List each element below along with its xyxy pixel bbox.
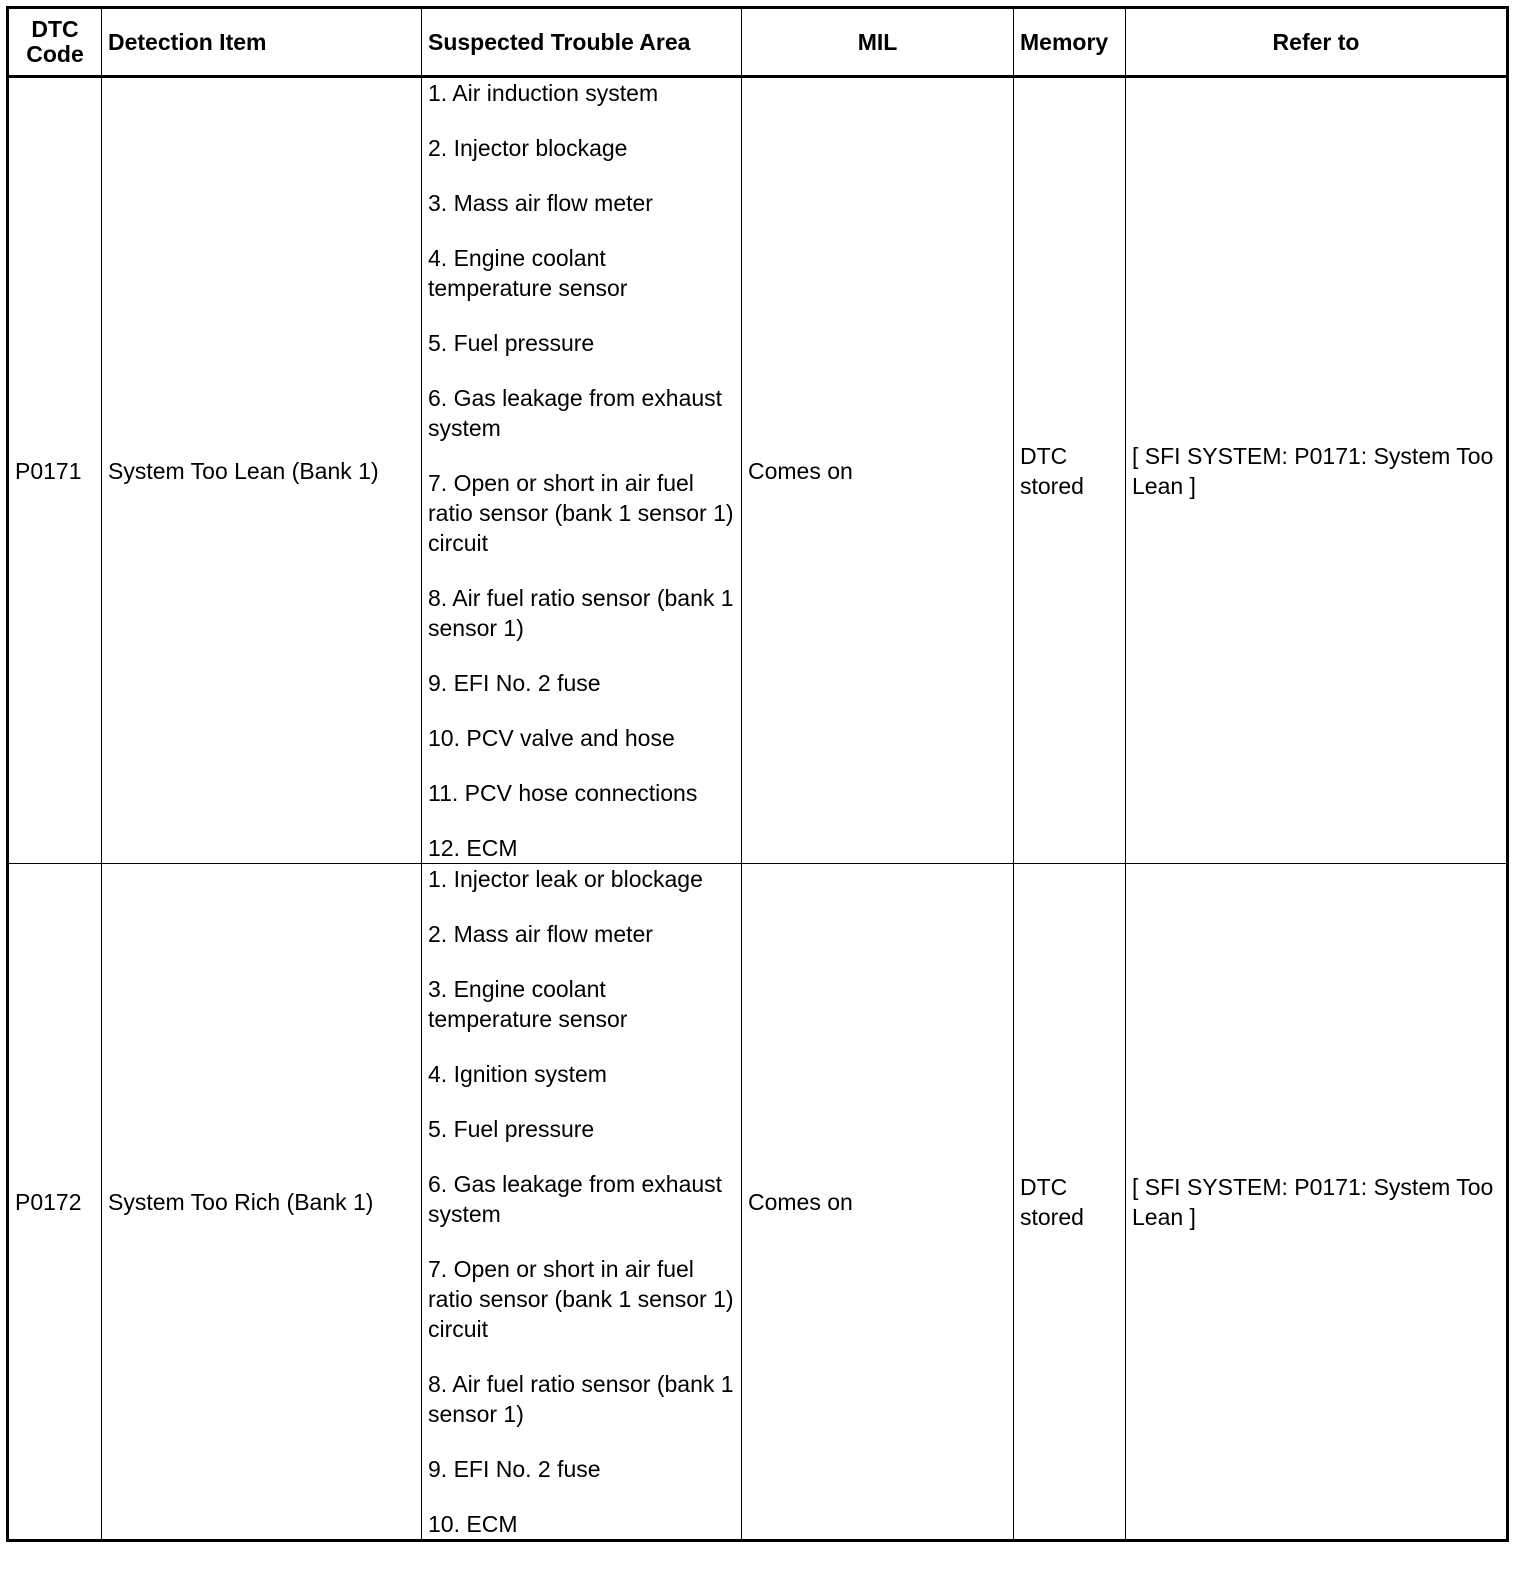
table-row xyxy=(8,864,1508,1541)
mil-cell: Comes on xyxy=(742,77,1014,864)
trouble-area-item: 8. Air fuel ratio sensor (bank 1 sensor 1) xyxy=(428,585,734,641)
dtc-code-cell: P0171 xyxy=(8,77,102,864)
table-body xyxy=(8,77,1508,1541)
trouble-area-item: 7. Open or short in air fuel ratio sensor (bank 1 sensor 1) circuit xyxy=(428,470,734,556)
dtc-table xyxy=(6,6,1509,1542)
memory-cell: DTC stored xyxy=(1014,77,1126,864)
header-suspected-trouble-area: Suspected Trouble Area xyxy=(422,8,742,77)
header-refer-to: Refer to xyxy=(1126,8,1508,77)
trouble-area-cell xyxy=(422,77,742,864)
header-dtc-code: DTC Code xyxy=(8,8,102,77)
trouble-area-item: 11. PCV hose connections xyxy=(428,780,698,806)
header-detection-item: Detection Item xyxy=(102,8,422,77)
refer-to-link[interactable]: [ SFI SYSTEM: P0171: System Too Lean ] xyxy=(1126,864,1508,1541)
detection-item-cell: System Too Lean (Bank 1) xyxy=(102,77,422,864)
trouble-area-cell xyxy=(422,864,742,1541)
trouble-area-item: 1. Injector leak or blockage xyxy=(428,866,703,892)
dtc-code-cell: P0172 xyxy=(8,864,102,1541)
trouble-area-item: 6. Gas leakage from exhaust system xyxy=(428,385,723,441)
trouble-area-item: 3. Mass air flow meter xyxy=(428,190,653,216)
detection-item-cell: System Too Rich (Bank 1) xyxy=(102,864,422,1541)
trouble-area-item: 9. EFI No. 2 fuse xyxy=(428,670,601,696)
header-memory: Memory xyxy=(1014,8,1126,77)
trouble-area-item: 3. Engine coolant temperature sensor xyxy=(428,976,628,1032)
trouble-area-item: 4. Ignition system xyxy=(428,1061,607,1087)
table-header xyxy=(8,8,1508,77)
trouble-area-item: 2. Injector blockage xyxy=(428,135,628,161)
trouble-area-item: 2. Mass air flow meter xyxy=(428,921,653,947)
trouble-area-item: 4. Engine coolant temperature sensor xyxy=(428,245,628,301)
header-mil: MIL xyxy=(742,8,1014,77)
trouble-area-item: 10. PCV valve and hose xyxy=(428,725,675,751)
mil-cell: Comes on xyxy=(742,864,1014,1541)
memory-cell: DTC stored xyxy=(1014,864,1126,1541)
refer-to-link[interactable]: [ SFI SYSTEM: P0171: System Too Lean ] xyxy=(1126,77,1508,864)
header-row xyxy=(8,8,1508,77)
trouble-area-item: 8. Air fuel ratio sensor (bank 1 sensor 1) xyxy=(428,1371,734,1427)
trouble-area-item: 10. ECM xyxy=(428,1511,518,1537)
trouble-area-item: 6. Gas leakage from exhaust system xyxy=(428,1171,723,1227)
trouble-area-item: 12. ECM xyxy=(428,835,518,861)
trouble-area-item: 9. EFI No. 2 fuse xyxy=(428,1456,601,1482)
trouble-area-item: 5. Fuel pressure xyxy=(428,1116,595,1142)
table-row xyxy=(8,77,1508,864)
trouble-area-item: 7. Open or short in air fuel ratio sensor (bank 1 sensor 1) circuit xyxy=(428,1256,734,1342)
trouble-area-item: 5. Fuel pressure xyxy=(428,330,595,356)
trouble-area-item: 1. Air induction system xyxy=(428,80,659,106)
